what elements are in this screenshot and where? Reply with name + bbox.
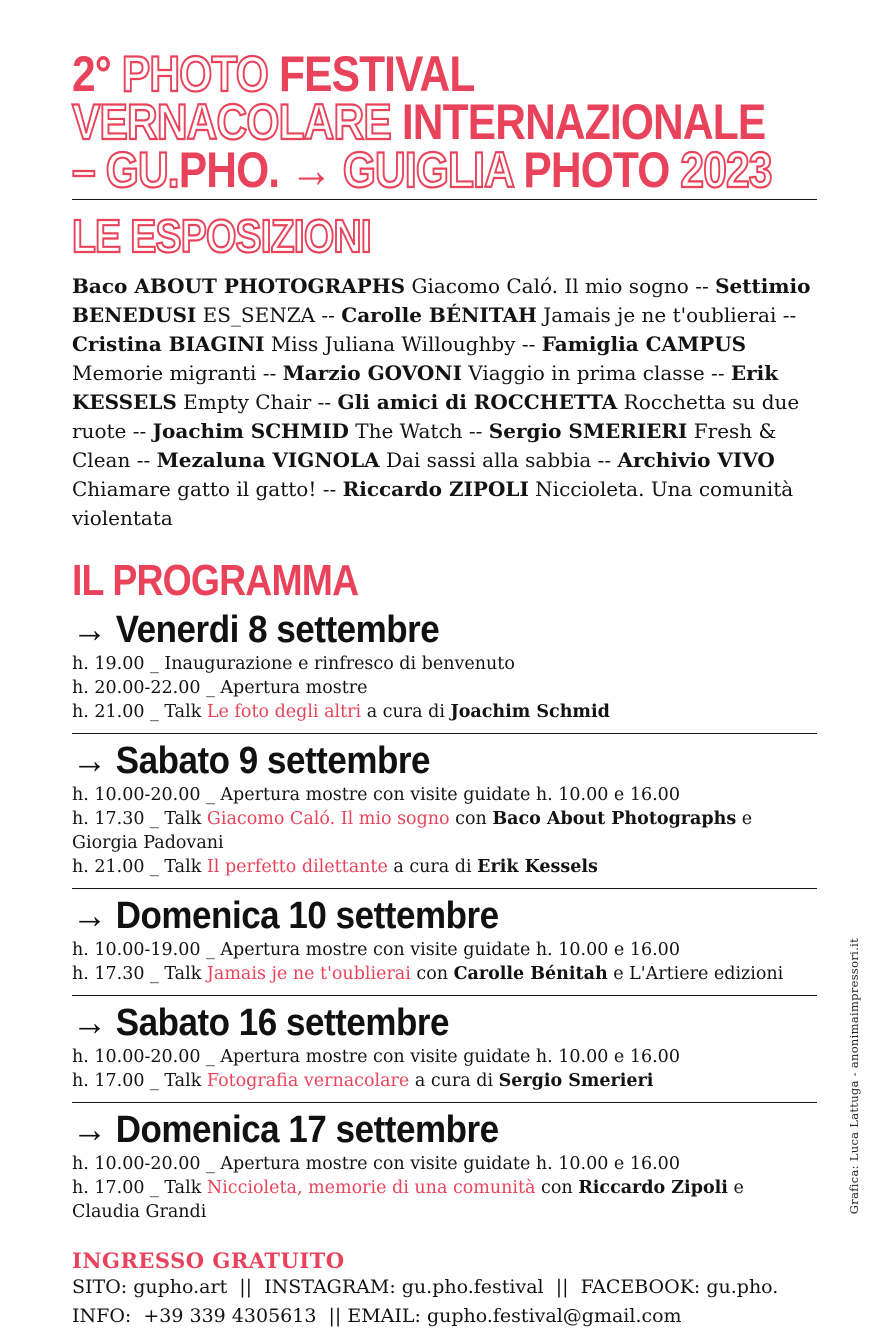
text-segment: PHOTO	[122, 46, 268, 102]
text-segment: Memorie migranti --	[72, 361, 283, 385]
text-segment: Viaggio in prima classe --	[462, 361, 731, 385]
text-segment: Mezaluna VIGNOLA	[157, 448, 380, 472]
title-line-2	[72, 98, 817, 146]
text-segment: a cura di	[361, 702, 450, 722]
text-segment: Empty Chair --	[177, 390, 338, 414]
text-segment: h. 21.00 _ Talk	[72, 857, 207, 877]
free-entry-label: INGRESSO GRATUITO	[72, 1248, 817, 1273]
text-segment: h. 10.00-20.00 _ Apertura mostre con visite guidate h. 10.00 e 16.00	[72, 785, 680, 805]
event-line	[72, 938, 817, 962]
program-heading	[72, 559, 817, 603]
event-line	[72, 652, 817, 676]
day-section-domenica-17	[72, 1103, 817, 1233]
day-section-sabato-16	[72, 996, 817, 1103]
text-segment: Rocchetta su due ruote --	[72, 390, 799, 443]
event-line	[72, 1152, 817, 1176]
text-segment: Jamais je ne t'oublierai --	[537, 303, 796, 327]
day-section-sabato-9	[72, 734, 817, 889]
text-segment: INTERNAZIONALE	[391, 94, 765, 150]
text-segment: a cura di	[409, 1071, 498, 1091]
expositions-heading-text: LE ESPOSIZIONI	[72, 213, 371, 259]
event-line	[72, 783, 817, 807]
text-segment: Gli amici di ROCCHETTA	[338, 390, 618, 414]
text-segment: Dai sassi alla sabbia --	[380, 448, 618, 472]
text-segment: e L'Artiere edizioni	[608, 964, 784, 984]
day-section-venerdi-8	[72, 603, 817, 734]
text-segment: The Watch --	[349, 419, 489, 443]
text-segment: Marzio GOVONI	[283, 361, 462, 385]
text-segment: Archivio VIVO	[618, 448, 775, 472]
text-segment: Baco About Photographs	[492, 809, 736, 829]
text-segment: Niccioleta. Una comunità violentata	[72, 477, 793, 530]
text-segment: Miss Juliana Willoughby --	[264, 332, 541, 356]
day-section-domenica-10	[72, 889, 817, 996]
text-segment: Riccardo ZIPOLI	[343, 477, 529, 501]
text-segment: con	[535, 1178, 578, 1198]
text-segment: Giacomo Caló. Il mio sogno --	[405, 274, 715, 298]
contact-site-line: SITO: gupho.art || INSTAGRAM: gu.pho.festival || FACEBOOK: gu.pho.	[72, 1273, 817, 1302]
expositions-heading	[72, 213, 817, 259]
text-segment: h. 17.00 _ Talk	[72, 1071, 207, 1091]
day-title: → Sabato 9 settembre	[72, 739, 817, 783]
day-title: → Venerdi 8 settembre	[72, 608, 817, 652]
text-segment: Erik KESSELS	[72, 361, 778, 414]
text-segment: Baco ABOUT PHOTOGRAPHS	[72, 274, 405, 298]
text-segment: h. 10.00-20.00 _ Apertura mostre con visite guidate h. 10.00 e 16.00	[72, 1154, 680, 1174]
text-segment: h. 17.00 _ Talk	[72, 1178, 207, 1198]
day-title: → Sabato 16 settembre	[72, 1001, 817, 1045]
festival-title	[72, 50, 817, 194]
text-segment: h. 21.00 _ Talk	[72, 702, 207, 722]
title-line-1	[72, 50, 817, 98]
contact-info-line: INFO: +39 339 4305613 || EMAIL: gupho.festival@gmail.com	[72, 1302, 817, 1330]
text-segment: Carolle Bénitah	[454, 964, 608, 984]
text-segment: h. 10.00-19.00 _ Apertura mostre con visite guidate h. 10.00 e 16.00	[72, 940, 680, 960]
text-segment: Fotografia vernacolare	[207, 1071, 409, 1091]
event-line	[72, 962, 817, 986]
text-segment: Chiamare gatto il gatto! --	[72, 477, 343, 501]
event-line	[72, 1176, 817, 1224]
text-segment: con	[411, 964, 454, 984]
event-line	[72, 855, 817, 879]
title-line-3	[72, 146, 817, 194]
event-line	[72, 807, 817, 855]
text-segment: h. 17.30 _ Talk	[72, 964, 207, 984]
text-segment: Sergio Smerieri	[499, 1071, 654, 1091]
day-title: → Domenica 17 settembre	[72, 1108, 817, 1152]
text-segment: Jamais je ne t'oublierai	[207, 964, 411, 984]
text-segment: VERNACOLARE	[72, 94, 391, 150]
text-segment: Cristina BIAGINI	[72, 332, 264, 356]
text-segment: 2023	[680, 142, 771, 198]
text-segment: Fresh & Clean --	[72, 419, 776, 472]
text-segment: PHOTO	[523, 142, 680, 198]
text-segment: Joachim Schmid	[450, 702, 609, 722]
text-segment: h. 19.00 _ Inaugurazione e rinfresco di benvenuto	[72, 654, 515, 674]
text-segment: Joachim SCHMID	[153, 419, 349, 443]
text-segment: Le foto degli altri	[207, 702, 361, 722]
text-segment: Giacomo Caló. Il mio sogno	[207, 809, 450, 829]
event-line	[72, 1069, 817, 1093]
day-title: → Domenica 10 settembre	[72, 894, 817, 938]
text-segment: Sergio SMERIERI	[489, 419, 688, 443]
text-segment: 2°	[72, 46, 122, 102]
text-segment: Riccardo Zipoli	[578, 1178, 728, 1198]
text-segment: PHO.	[179, 142, 290, 198]
text-segment: Settimio BENEDUSI	[72, 274, 810, 327]
text-segment: ES_SENZA --	[196, 303, 341, 327]
text-segment: h. 17.30 _ Talk	[72, 809, 207, 829]
text-segment: h. 20.00-22.00 _ Apertura mostre	[72, 678, 367, 698]
text-segment: Niccioleta, memorie di una comunità	[207, 1178, 536, 1198]
header-rule	[72, 199, 817, 200]
event-line	[72, 700, 817, 724]
event-line	[72, 676, 817, 700]
text-segment: Erik Kessels	[477, 857, 598, 877]
text-segment: e Giorgia Padovani	[72, 809, 752, 853]
program-heading-text: IL PROGRAMMA	[72, 559, 358, 603]
event-line	[72, 1045, 817, 1069]
text-segment: con	[450, 809, 493, 829]
text-segment: e Claudia Grandi	[72, 1178, 744, 1222]
text-segment: GUIGLIA	[343, 142, 524, 198]
text-segment: Famiglia CAMPUS	[542, 332, 746, 356]
design-credit: Grafica: Luca Lattuga - anonimaimpressori.it	[847, 938, 861, 1214]
text-segment: →	[290, 142, 343, 198]
text-segment: Il perfetto dilettante	[207, 857, 388, 877]
text-segment: a cura di	[388, 857, 477, 877]
text-segment: Carolle BÉNITAH	[341, 303, 537, 327]
text-segment: FESTIVAL	[268, 46, 474, 102]
text-segment: – GU.	[72, 142, 179, 198]
text-segment: h. 10.00-20.00 _ Apertura mostre con visite guidate h. 10.00 e 16.00	[72, 1047, 680, 1067]
expositions-paragraph	[72, 272, 817, 533]
